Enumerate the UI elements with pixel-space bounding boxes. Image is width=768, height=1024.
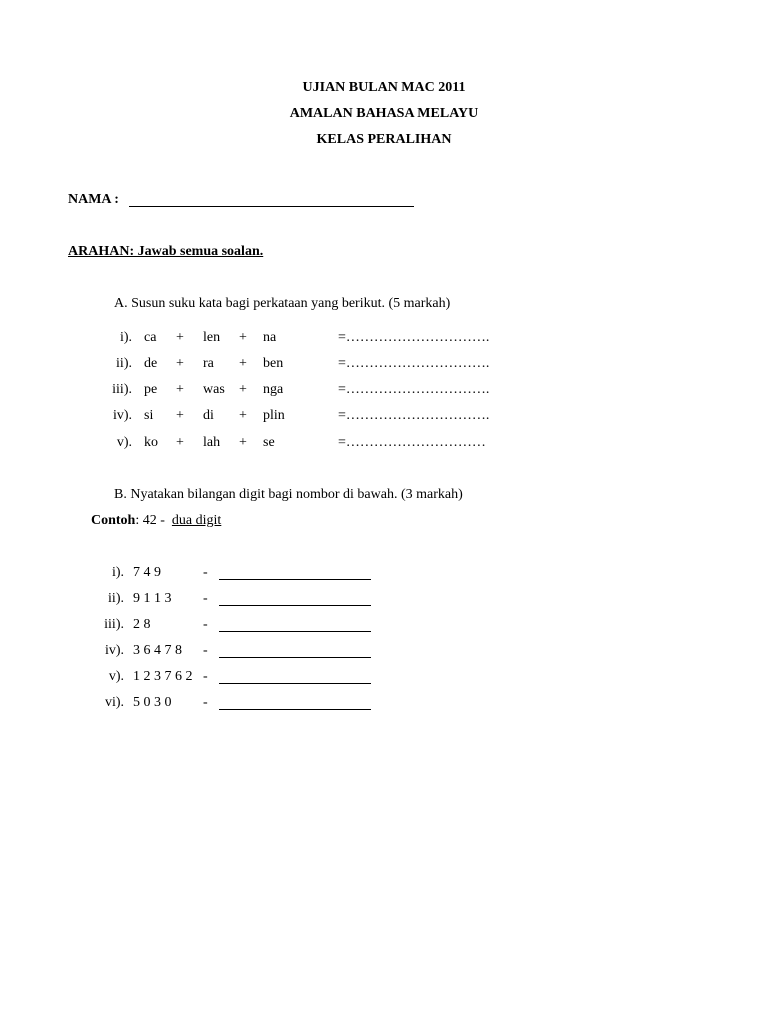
syllable: de <box>144 356 158 371</box>
syllable: nga <box>263 382 284 397</box>
item-number: ii). <box>116 356 132 371</box>
syllable: ra <box>203 356 214 371</box>
syllable: ben <box>263 356 284 371</box>
plus-sign: + <box>239 330 247 345</box>
syllable: len <box>203 330 221 345</box>
number-value: 7 4 9 <box>133 565 161 580</box>
answer-field[interactable]: =…………………………. <box>338 382 490 397</box>
plus-sign: + <box>176 435 184 450</box>
item-number: v). <box>116 435 132 450</box>
syllable: pe <box>144 382 158 397</box>
item-number: iv). <box>104 643 124 658</box>
class-title: KELAS PERALIHAN <box>316 132 452 147</box>
syllable: was <box>203 382 225 397</box>
syllable: ko <box>144 435 158 450</box>
plus-sign: + <box>176 330 184 345</box>
item-number: iv). <box>112 408 132 423</box>
syllable: ca <box>144 330 157 345</box>
plus-sign: + <box>239 408 247 423</box>
answer-field[interactable]: =…………………………. <box>338 408 490 423</box>
syllable: plin <box>263 408 285 423</box>
syllable: di <box>203 408 214 423</box>
dash: - <box>203 565 208 580</box>
answer-line[interactable] <box>219 709 371 710</box>
syllable: si <box>144 408 154 423</box>
syllable: na <box>263 330 277 345</box>
number-value: 1 2 3 7 6 2 <box>133 669 193 684</box>
syllable: se <box>263 435 275 450</box>
answer-line[interactable] <box>219 657 371 658</box>
item-number: v). <box>108 669 124 684</box>
dash: - <box>203 695 208 710</box>
section-a-heading: A. Susun suku kata bagi perkataan yang berikut. (5 markah) <box>114 296 451 311</box>
item-number: i). <box>119 330 132 345</box>
answer-line[interactable] <box>219 683 371 684</box>
name-field-line[interactable] <box>129 206 414 207</box>
example-answer: dua digit <box>171 513 222 528</box>
answer-field[interactable]: =…………………………. <box>338 356 490 371</box>
plus-sign: + <box>239 356 247 371</box>
example-line <box>91 513 221 529</box>
exam-title: UJIAN BULAN MAC 2011 <box>302 80 466 95</box>
subject-title: AMALAN BAHASA MELAYU <box>289 106 479 121</box>
example-number: : 42 - <box>135 513 165 528</box>
answer-line[interactable] <box>219 631 371 632</box>
syllable: lah <box>203 435 221 450</box>
answer-line[interactable] <box>219 579 371 580</box>
item-number: iii). <box>104 617 124 632</box>
item-number: iii). <box>112 382 132 397</box>
plus-sign: + <box>176 408 184 423</box>
section-b-heading: B. Nyatakan bilangan digit bagi nombor di bawah. (3 markah) <box>114 487 463 502</box>
number-value: 9 1 1 3 <box>133 591 172 606</box>
answer-line[interactable] <box>219 605 371 606</box>
number-value: 2 8 <box>133 617 151 632</box>
answer-field[interactable]: =………………………… <box>338 435 486 450</box>
name-label: NAMA : <box>68 192 119 207</box>
dash: - <box>203 669 208 684</box>
plus-sign: + <box>239 435 247 450</box>
example-label: Contoh <box>91 513 136 528</box>
item-number: ii). <box>108 591 124 606</box>
number-value: 3 6 4 7 8 <box>133 643 182 658</box>
dash: - <box>203 643 208 658</box>
plus-sign: + <box>176 382 184 397</box>
instruction: ARAHAN: Jawab semua soalan. <box>68 244 264 259</box>
item-number: i). <box>111 565 124 580</box>
plus-sign: + <box>176 356 184 371</box>
plus-sign: + <box>239 382 247 397</box>
dash: - <box>203 617 208 632</box>
dash: - <box>203 591 208 606</box>
item-number: vi). <box>104 695 124 710</box>
answer-field[interactable]: =…………………………. <box>338 330 490 345</box>
number-value: 5 0 3 0 <box>133 695 172 710</box>
